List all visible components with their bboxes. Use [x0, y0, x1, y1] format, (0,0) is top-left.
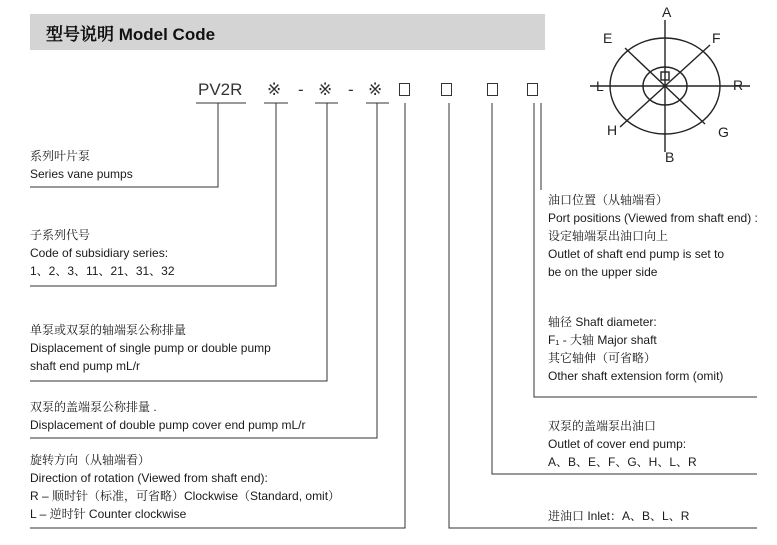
shaft-other-cn: 其它轴伸（可省略）: [548, 351, 657, 365]
diagram-label-b: B: [665, 149, 675, 165]
series-cn: 系列叶片泵: [30, 149, 91, 163]
subsidiary-en: Code of subsidiary series:: [30, 246, 169, 260]
port-set-cn: 设定轴端泵出油口向上: [548, 229, 669, 243]
shaft-title: 轴径 Shaft diameter:: [548, 315, 657, 329]
diagram-label-l: L: [596, 78, 604, 94]
single-en-2: shaft end pump mL/r: [30, 359, 141, 373]
subsidiary-cn: 子系列代号: [30, 228, 91, 242]
double-en: Displacement of double pump cover end pump mL/r: [30, 418, 306, 432]
single-displacement-block: [30, 321, 271, 375]
shaft-major: F₁ - 大轴 Major shaft: [548, 333, 657, 347]
double-cn: 双泵的盖端泵公称排量 .: [30, 400, 157, 414]
diagram-label-r: R: [733, 77, 744, 93]
code-placeholder-2: ※: [318, 80, 333, 99]
port-diagram: [590, 20, 770, 170]
port-position-block: [548, 191, 758, 281]
port-en: Port positions (Viewed from shaft end) :: [548, 211, 758, 225]
shaft-diameter-block: [548, 313, 723, 385]
outlet-en: Outlet of cover end pump:: [548, 437, 687, 451]
subsidiary-block: [30, 226, 175, 280]
series-en: Series vane pumps: [30, 167, 133, 181]
code-placeholder-3: ※: [368, 80, 383, 99]
single-en-1: Displacement of single pump or double pump: [30, 341, 271, 355]
outlet-values: A、B、E、F、G、H、L、R: [548, 455, 697, 469]
diagram-label-h: H: [607, 122, 618, 138]
rotation-r: R – 顺时针（标准，可省略）Clockwise（Standard, omit）: [30, 489, 341, 503]
diagram-label-a: A: [662, 4, 672, 20]
double-displacement-block: [30, 398, 305, 434]
shaft-other-en: Other shaft extension form (omit): [548, 369, 724, 383]
outlet-cn: 双泵的盖端泵出油口: [548, 419, 657, 433]
subsidiary-values: 1、2、3、11、21、31、32: [30, 264, 175, 278]
rotation-block: [30, 451, 340, 523]
rotation-cn: 旋转方向（从轴端看）: [30, 453, 151, 467]
single-cn: 单泵或双泵的轴端泵公称排量: [30, 323, 187, 337]
port-set-en-2: be on the upper side: [548, 265, 658, 279]
series-block: [30, 147, 133, 183]
page-title: 型号说明 Model Code: [46, 25, 216, 44]
rotation-l: L – 逆时针 Counter clockwise: [30, 507, 187, 521]
inlet-block: [548, 507, 689, 525]
diagram-label-e: E: [603, 30, 613, 46]
inlet-text: 进油口 Inlet：A、B、L、R: [548, 509, 690, 523]
code-dash-1: -: [298, 80, 304, 99]
diagram-label-g: G: [718, 124, 729, 140]
code-dash-2: -: [348, 80, 354, 99]
diagram-label-f: F: [712, 30, 721, 46]
code-prefix: PV2R: [198, 80, 243, 99]
rotation-en: Direction of rotation (Viewed from shaft end):: [30, 471, 268, 485]
port-cn: 油口位置（从轴端看）: [548, 193, 669, 207]
code-placeholder-1: ※: [267, 80, 282, 99]
port-set-en-1: Outlet of shaft end pump is set to: [548, 247, 725, 261]
cover-outlet-block: [548, 417, 697, 471]
